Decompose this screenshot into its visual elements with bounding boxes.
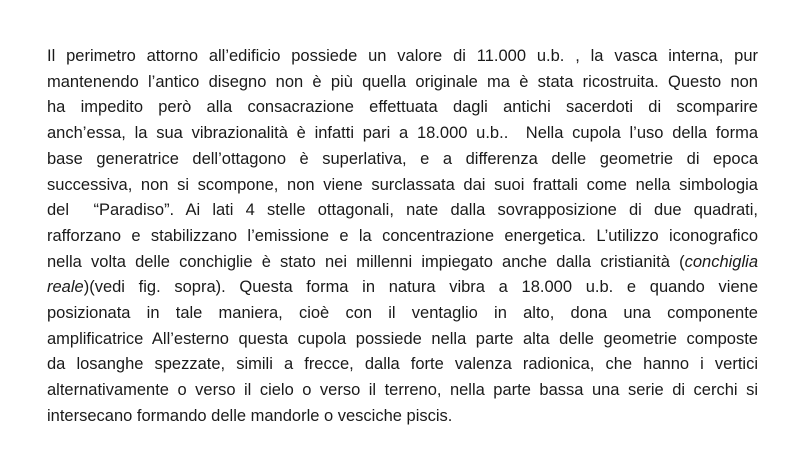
text-line: nella volta delle conchiglie è stato nei millenni impiegato anche dalla cristianità (conchiglia xyxy=(47,252,758,271)
text-line: posizionata in tale maniera, cioè con il ventaglio in alto, dona una componente xyxy=(47,304,758,323)
text-line: mantenendo l’antico disegno non è più quella originale ma è stata ricostruita. Questo non xyxy=(47,72,758,91)
text-line: amplificatrice All’esterno questa cupola possiede nella parte alta delle geometrie composte xyxy=(47,329,758,348)
text-line-last: intersecano formando delle mandorle o vesciche piscis. xyxy=(47,406,453,425)
text-line: ha impedito però alla consacrazione effettuata dagli antichi sacerdoti di scomparire xyxy=(47,98,758,117)
text-line: da losanghe spezzate, simili a frecce, dalla forte valenza radionica, che hanno i vertici xyxy=(47,355,758,374)
italic-term-conchiglia: conchiglia xyxy=(684,252,758,271)
text-line: successiva, non si scompone, non viene surclassata dai suoi frattali come nella simbologia xyxy=(47,175,758,194)
text-line: reale)(vedi fig. sopra). Questa forma in natura vibra a 18.000 u.b. e quando viene xyxy=(47,278,758,297)
italic-term-reale: reale xyxy=(47,278,84,297)
text-line: base generatrice dell’ottagono è superlativa, e a differenza delle geometrie di epoca xyxy=(47,149,758,168)
text-line: anch’essa, la sua vibrazionalità è infatti pari a 18.000 u.b.. Nella cupola l’uso della forma xyxy=(47,124,758,143)
text-line: Il perimetro attorno all’edificio possiede un valore di 11.000 u.b. , la vasca interna, pur xyxy=(47,47,758,65)
text-line: del “Paradiso”. Ai lati 4 stelle ottagonali, nate dalla sovrapposizione di due quadrati, xyxy=(47,201,758,220)
body-paragraph xyxy=(47,44,758,430)
text-line: rafforzano e stabilizzano l’emissione e la concentrazione energetica. L’utilizzo iconografico xyxy=(47,226,758,245)
text-line: alternativamente o verso il cielo o verso il terreno, nella parte bassa una serie di cerchi si xyxy=(47,381,758,400)
